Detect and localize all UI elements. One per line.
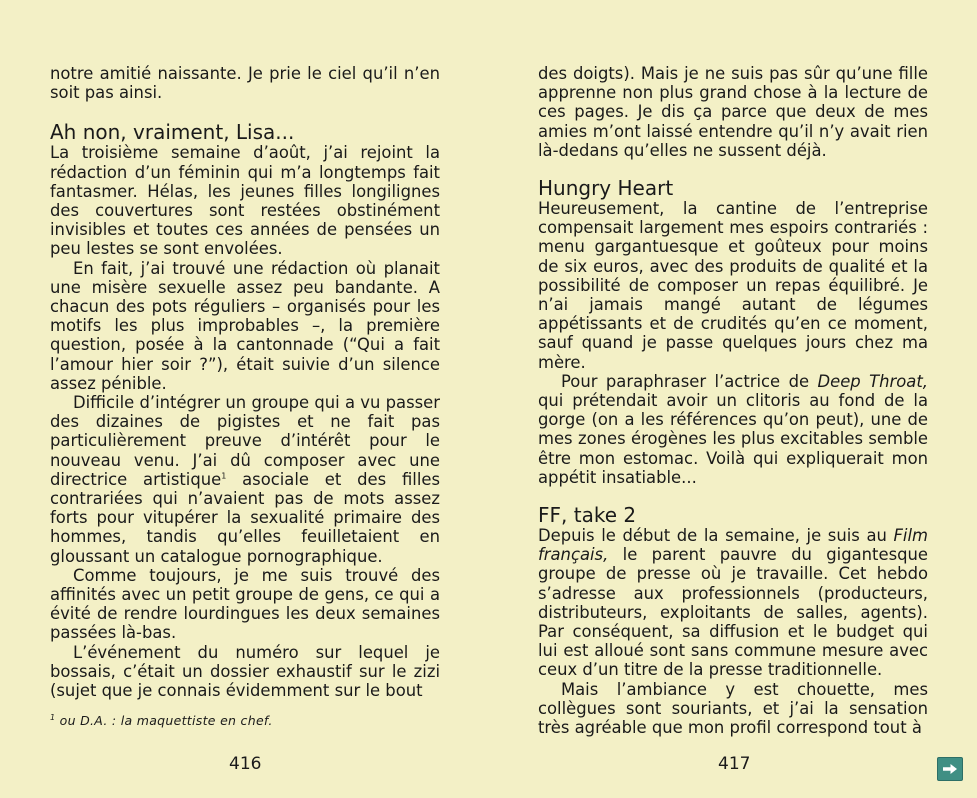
paragraph: Comme toujours, je me suis trouvé des affinités avec un petit groupe de gens, ce qui a évité de rendre lourdingues les deux semaines passées là-bas.	[50, 565, 440, 643]
paragraph-text: le parent pauvre du gigantesque groupe de presse où je travaille. Cet hebdo s’adresse aux professionnels (producteurs, distributeurs, exploitants de salles, agents). Par conséquent, sa diffusion et le budget qui lui est alloué sont sans commune mesure avec ceux d’un titre de la presse traditionnelle.	[538, 545, 928, 680]
page-number-left: 416	[229, 754, 262, 774]
paragraph	[538, 372, 928, 487]
section-heading: Ah non, vraiment, Lisa...	[50, 120, 295, 145]
paragraph: En fait, j’ai trouvé une rédaction où planait une misère sexuelle assez peu bandante. A chacun des pots réguliers – organisés pour les motifs les plus improbables –, la première question, posée à la cantonnade (“Qui a fait l’amour hier soir ?”), était suivie d’un silence assez pénible.	[50, 258, 440, 393]
page-number-right: 417	[718, 754, 751, 774]
paragraph	[50, 393, 440, 566]
footnote-text: ou D.A. : la maquettiste en chef.	[55, 713, 273, 728]
paragraph-text: Difficile d’intégrer un groupe qui a vu passer des dizaines de pigistes et ne fait pas particulièrement preuve d’intérêt pour le nouveau venu. J’ai dû composer avec une directrice artistique	[50, 393, 440, 489]
footnote-ref[interactable]: 1	[221, 471, 227, 481]
paragraph: notre amitié naissante. Je prie le ciel qu’il n’en soit pas ainsi.	[50, 64, 440, 103]
next-page-button[interactable]	[937, 757, 963, 781]
italic-title: Deep Throat,	[817, 371, 928, 391]
paragraph: Mais l’ambiance y est chouette, mes collègues sont souriants, et j’ai la sensation très agréable que mon profil correspond tout à	[538, 679, 928, 738]
footnote	[50, 713, 273, 728]
italic-title: Film français,	[538, 526, 928, 565]
paragraph: des doigts). Mais je ne suis pas sûr qu’une fille apprenne non plus grand chose à la lecture de ces pages. Je dis ça parce que deux de mes amies m’ont laissé entendre qu’il n’y avait rien là-dedans qu’elles ne sussent déjà.	[538, 64, 928, 160]
right-page-text	[538, 64, 928, 737]
paragraph: La troisième semaine d’août, j’ai rejoint la rédaction d’un féminin qui m’a longtemps fait fantasmer. Hélas, les jeunes filles longilignes des couvertures sont restées obstinément invisibles et toutes ces années de pensées un peu lestes se sont envolées.	[50, 143, 440, 259]
paragraph	[538, 526, 928, 680]
arrow-right-icon	[942, 763, 958, 775]
section-heading: Hungry Heart	[538, 176, 674, 201]
paragraph: Heureusement, la cantine de l’entreprise compensait largement mes espoirs contrariés : menu gargantuesque et goûteux pour moins de six euros, avec des produits de qualité et la possibilité de composer un repas équilibré. Je n’ai jamais mangé autant de légumes appétissants et de crudités qu’en ce moment, sauf quand je passe quelques jours chez ma mère.	[538, 199, 928, 372]
left-page-text	[50, 64, 440, 700]
paragraph-text: qui prétendait avoir un clitoris au fond de la gorge (on a les références qu’on peut), une de mes zones érogènes les plus excitables semble être mon estomac. Voilà qui expliquerait mon appétit insatiable...	[538, 391, 928, 487]
section-heading: FF, take 2	[538, 503, 637, 528]
paragraph-text: Pour paraphraser l’actrice de	[561, 371, 818, 391]
footnote-mark: 1	[50, 712, 56, 722]
paragraph-text: asociale et des filles contrariées qui n’avaient pas de mots assez forts pour vitupérer la sexualité primaire des hommes, tandis qu’elles feuilletaient en gloussant un catalogue pornographique.	[50, 469, 440, 566]
paragraph: L’événement du numéro sur lequel je bossais, c’était un dossier exhaustif sur le zizi (sujet que je connais évidemment sur le bout	[50, 642, 440, 701]
paragraph-text: Depuis le début de la semaine, je suis au	[538, 526, 894, 546]
